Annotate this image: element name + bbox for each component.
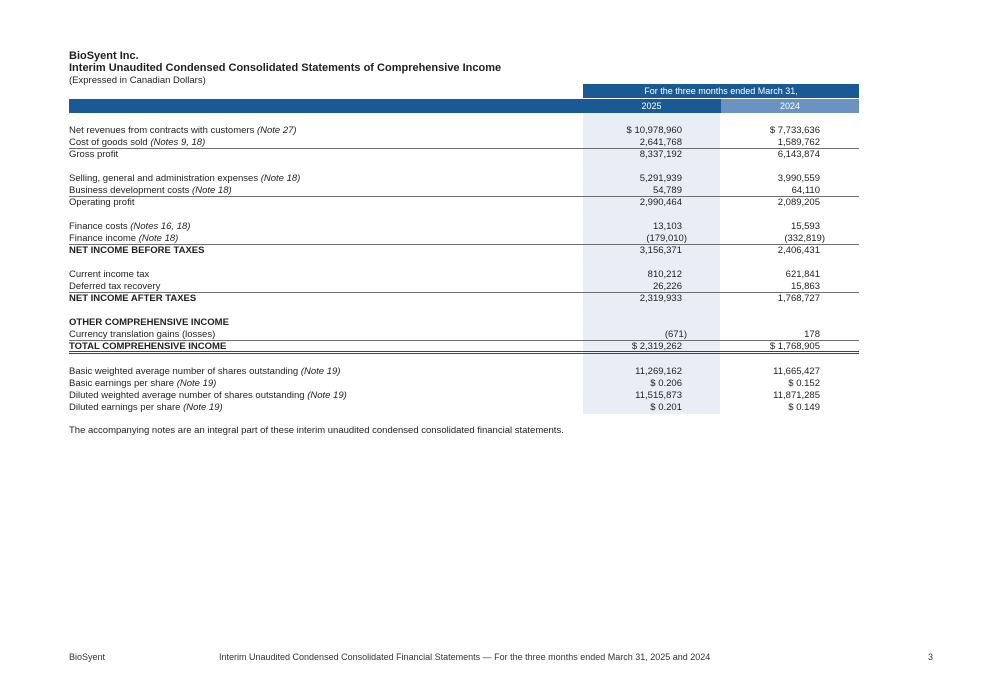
footer-company: BioSyent — [69, 652, 106, 662]
value-2025: 11,269,162 — [635, 366, 682, 377]
company-name: BioSyent Inc. — [69, 50, 139, 62]
value-2025: 2,990,464 — [639, 197, 682, 208]
statement-row — [69, 378, 859, 390]
year-heading-current: 2025 — [583, 99, 720, 113]
value-2025: $ 2,319,262 — [631, 341, 682, 352]
spacer-row — [69, 257, 859, 269]
value-2024: $ 7,733,636 — [769, 125, 820, 136]
statement-row — [69, 341, 859, 354]
row-note-reference: (Note 19) — [307, 390, 347, 401]
row-label-text: Gross profit — [69, 149, 119, 160]
value-2024: 15,593 — [790, 221, 820, 232]
row-label-text: Currency translation gains (losses) — [69, 329, 216, 340]
row-label — [69, 317, 229, 329]
value-2024: $ 0.149 — [788, 402, 820, 413]
row-label-text: NET INCOME AFTER TAXES — [69, 293, 197, 304]
row-label — [69, 402, 223, 414]
row-note-reference: (Note 19) — [183, 402, 223, 413]
row-label — [69, 329, 215, 341]
value-2024: 3,990,559 — [777, 173, 820, 184]
value-2024: 11,665,427 — [773, 366, 820, 377]
row-label-text: Net revenues from contracts with customers — [69, 125, 257, 136]
value-2025: 3,156,371 — [639, 245, 682, 256]
statement-row — [69, 149, 859, 161]
row-label-text: Selling, general and administration expenses — [69, 173, 261, 184]
value-2025: (671) — [664, 329, 687, 340]
statement-row — [69, 390, 859, 402]
row-label-text: Finance income — [69, 233, 139, 244]
value-2024: $ 0.152 — [788, 378, 820, 389]
footer-description: Interim Unaudited Condensed Consolidated Financial Statements — For the three months ended March 31, 2025 and 2024 — [219, 652, 711, 662]
value-2025: 810,212 — [647, 269, 682, 280]
value-2024: $ 1,768,905 — [769, 341, 820, 352]
row-label-text: Basic earnings per share — [69, 378, 177, 389]
statement-row — [69, 185, 859, 197]
row-label-text: TOTAL COMPREHENSIVE INCOME — [69, 341, 227, 352]
row-label — [69, 245, 204, 257]
value-2025: $ 0.201 — [650, 402, 682, 413]
income-statement-table — [69, 84, 859, 414]
value-2024: 2,406,431 — [777, 245, 820, 256]
row-label — [69, 378, 216, 390]
row-label-text: Current income tax — [69, 269, 150, 280]
row-label — [69, 366, 340, 378]
row-label-text: Basic weighted average number of shares outstanding — [69, 366, 301, 377]
statement-row — [69, 221, 859, 233]
period-heading: For the three months ended March 31, — [583, 84, 859, 98]
row-note-reference: (Note 19) — [300, 366, 341, 377]
value-2025: 2,319,933 — [639, 293, 682, 304]
statement-row — [69, 233, 859, 245]
statement-footnote: The accompanying notes are an integral part of these interim unaudited condensed consolidated financial statements. — [69, 425, 564, 436]
row-label — [69, 341, 226, 353]
year-heading-prior: 2024 — [721, 99, 859, 113]
row-label — [69, 293, 196, 305]
row-label-text: Diluted earnings per share — [69, 402, 184, 413]
row-label — [69, 125, 297, 137]
value-2024: 178 — [804, 329, 820, 340]
value-2025: $ 10,978,960 — [626, 125, 682, 136]
value-2024: 15,863 — [790, 281, 820, 292]
row-label-text: NET INCOME BEFORE TAXES — [69, 245, 205, 256]
spacer-row — [69, 354, 859, 366]
row-note-reference: (Note 19) — [176, 378, 217, 389]
year-heading-row — [69, 98, 859, 113]
row-note-reference: (Note 18) — [260, 173, 301, 184]
row-label — [69, 197, 134, 209]
statement-row — [69, 245, 859, 257]
statement-row — [69, 269, 859, 281]
value-2025: 8,337,192 — [639, 149, 682, 160]
statement-row — [69, 197, 859, 209]
statement-row — [69, 402, 859, 414]
row-note-reference: (Note 18) — [192, 185, 232, 196]
value-2024: (332,819) — [784, 233, 825, 244]
row-label — [69, 173, 300, 185]
row-label-text: Diluted weighted average number of shares outstanding — [69, 390, 308, 401]
row-label-text: Deferred tax recovery — [69, 281, 161, 292]
spacer-row — [69, 209, 859, 221]
statement-row — [69, 366, 859, 378]
row-note-reference: (Note 18) — [138, 233, 179, 244]
row-label-text: Business development costs — [69, 185, 193, 196]
row-label — [69, 221, 190, 233]
statement-title: Interim Unaudited Condensed Consolidated Statements of Comprehensive Income — [69, 62, 502, 74]
value-2024: 2,089,205 — [777, 197, 820, 208]
statement-row — [69, 317, 859, 329]
value-2025: 2,641,768 — [639, 137, 682, 148]
value-2024: 1,589,762 — [777, 137, 820, 148]
row-label-text: Cost of goods sold — [69, 137, 151, 148]
value-2025: $ 0.206 — [650, 378, 682, 389]
statement-row — [69, 137, 859, 149]
value-2024: 1,768,727 — [777, 293, 820, 304]
statement-row — [69, 281, 859, 293]
statement-row — [69, 329, 859, 341]
value-2024: 621,841 — [785, 269, 820, 280]
statement-header — [69, 50, 869, 87]
value-2025: 54,789 — [652, 185, 682, 196]
row-label — [69, 137, 205, 149]
row-label-text: OTHER COMPREHENSIVE INCOME — [69, 317, 229, 328]
value-2024: 64,110 — [791, 185, 820, 196]
page-number: 3 — [927, 652, 933, 662]
value-2024: 6,143,874 — [777, 149, 820, 160]
spacer-row — [69, 305, 859, 317]
value-2025: 26,226 — [652, 281, 682, 292]
value-2024: 11,871,285 — [773, 390, 820, 401]
row-label — [69, 233, 178, 245]
row-label-text: Operating profit — [69, 197, 135, 208]
row-label — [69, 269, 149, 281]
spacer-row — [69, 161, 859, 173]
row-label — [69, 281, 160, 293]
statement-rows — [69, 113, 859, 414]
value-2025: 11,515,873 — [635, 390, 682, 401]
value-2025: 5,291,939 — [639, 173, 682, 184]
statement-row — [69, 293, 859, 305]
statement-row — [69, 173, 859, 185]
row-label — [69, 390, 347, 402]
spacer-row — [69, 113, 859, 125]
row-label — [69, 185, 232, 197]
row-label-text: Finance costs — [69, 221, 131, 232]
period-heading-row — [69, 84, 859, 98]
currency-note: (Expressed in Canadian Dollars) — [69, 75, 206, 86]
value-2025: (179,010) — [646, 233, 687, 244]
row-label — [69, 149, 118, 161]
statement-row — [69, 125, 859, 137]
value-2025: 13,103 — [652, 221, 682, 232]
row-note-reference: (Notes 9, 18) — [150, 137, 206, 148]
row-note-reference: (Notes 16, 18) — [130, 221, 191, 232]
row-note-reference: (Note 27) — [256, 125, 297, 136]
